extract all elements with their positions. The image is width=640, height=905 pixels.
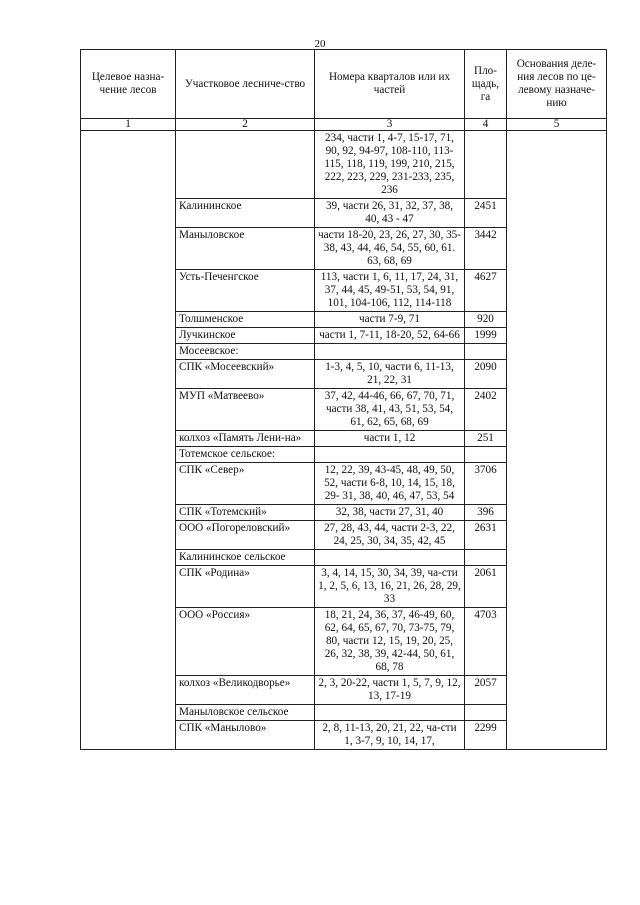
forestry-cell: СПК «Манылово» xyxy=(176,721,315,750)
column-number: 2 xyxy=(176,119,315,131)
area-cell: 2299 xyxy=(465,721,507,750)
header-forestry: Участковое лесниче-ство xyxy=(176,50,315,119)
area-cell: 2090 xyxy=(465,360,507,389)
blocks-cell xyxy=(315,705,465,721)
table-body xyxy=(81,131,607,750)
area-cell xyxy=(465,550,507,566)
column-number: 3 xyxy=(315,119,465,131)
blocks-cell: 39, части 26, 31, 32, 37, 38, 40, 43 - 47 xyxy=(315,199,465,228)
area-cell xyxy=(465,447,507,463)
header-purpose: Целевое назна-чение лесов xyxy=(81,50,176,119)
area-cell: 3442 xyxy=(465,228,507,270)
blocks-cell: 37, 42, 44-46, 66, 67, 70, 71, части 38, 41, 43, 51, 53, 54, 61, 62, 65, 68, 69 xyxy=(315,389,465,431)
forestry-cell: колхоз «Великодворье» xyxy=(176,676,315,705)
area-cell: 2061 xyxy=(465,566,507,608)
table-header-row xyxy=(81,50,607,119)
forestry-cell xyxy=(176,131,315,199)
blocks-cell: 113, части 1, 6, 11, 17, 24, 31, 37, 44, 45, 49-51, 53, 54, 91, 101, 104-106, 112, 114-118 xyxy=(315,270,465,312)
area-cell: 251 xyxy=(465,431,507,447)
area-cell xyxy=(465,344,507,360)
column-number: 1 xyxy=(81,119,176,131)
forestry-cell: СПК «Мосеевский» xyxy=(176,360,315,389)
blocks-cell: 2, 8, 11-13, 20, 21, 22, ча-сти 1, 3-7, 9, 10, 14, 17, xyxy=(315,721,465,750)
blocks-cell: части 1, 7-11, 18-20, 52, 64-66 xyxy=(315,328,465,344)
column-number: 5 xyxy=(507,119,607,131)
forestry-cell: СПК «Родина» xyxy=(176,566,315,608)
blocks-cell: 234, части 1, 4-7, 15-17, 71, 90, 92, 94-97, 108-110, 113-115, 118, 119, 199, 210, 215, 222, 223, 229, 231-233, 235, 236 xyxy=(315,131,465,199)
column-number-row xyxy=(81,119,607,131)
forestry-cell: Усть-Печенгское xyxy=(176,270,315,312)
table-row xyxy=(81,131,607,199)
forestry-cell: Толшменское xyxy=(176,312,315,328)
forestry-cell: МУП «Матвеево» xyxy=(176,389,315,431)
area-cell: 2057 xyxy=(465,676,507,705)
forestry-cell: СПК «Тотемский» xyxy=(176,505,315,521)
header-area: Пло-щадь, га xyxy=(465,50,507,119)
blocks-cell xyxy=(315,344,465,360)
forestry-cell: колхоз «Память Лени-на» xyxy=(176,431,315,447)
area-cell: 2402 xyxy=(465,389,507,431)
area-cell xyxy=(465,705,507,721)
blocks-cell: 2, 3, 20-22, части 1, 5, 7, 9, 12, 13, 17-19 xyxy=(315,676,465,705)
forest-division-table xyxy=(80,49,607,750)
forestry-cell: Маныловское сельское xyxy=(176,705,315,721)
blocks-cell: 32, 38, части 27, 31, 40 xyxy=(315,505,465,521)
blocks-cell: 1-3, 4, 5, 10, части 6, 11-13, 21, 22, 31 xyxy=(315,360,465,389)
forestry-cell: Калининское xyxy=(176,199,315,228)
page-number: 20 xyxy=(314,38,326,50)
area-cell: 1999 xyxy=(465,328,507,344)
area-cell: 920 xyxy=(465,312,507,328)
blocks-cell: части 1, 12 xyxy=(315,431,465,447)
forestry-cell: ООО «Россия» xyxy=(176,608,315,676)
blocks-cell xyxy=(315,550,465,566)
area-cell: 2451 xyxy=(465,199,507,228)
blocks-cell: 27, 28, 43, 44, части 2-3, 22, 24, 25, 30, 34, 35, 42, 45 xyxy=(315,521,465,550)
area-cell: 2631 xyxy=(465,521,507,550)
area-cell: 4627 xyxy=(465,270,507,312)
blocks-cell: 12, 22, 39, 43-45, 48, 49, 50, 52, части 6-8, 10, 14, 15, 18, 29- 31, 38, 40, 46, 47, 53, 54 xyxy=(315,463,465,505)
blocks-cell: 3, 4, 14, 15, 30, 34, 39, ча-сти 1, 2, 5, 6, 13, 16, 21, 26, 28, 29, 33 xyxy=(315,566,465,608)
area-cell xyxy=(465,131,507,199)
column-number: 4 xyxy=(465,119,507,131)
forestry-cell: Мосеевское: xyxy=(176,344,315,360)
forestry-cell: Тотемское сельское: xyxy=(176,447,315,463)
blocks-cell xyxy=(315,447,465,463)
blocks-cell: 18, 21, 24, 36, 37, 46-49, 60, 62, 64, 65, 67, 70, 73-75, 79, 80, части 12, 15, 19, 20, 25, 26, 32, 38, 39, 42-44, 50, 61, 68, 78 xyxy=(315,608,465,676)
forestry-cell: Калининское сельское xyxy=(176,550,315,566)
area-cell: 3706 xyxy=(465,463,507,505)
blocks-cell: части 7-9, 71 xyxy=(315,312,465,328)
forestry-cell: ООО «Погореловский» xyxy=(176,521,315,550)
forestry-cell: Лучкинское xyxy=(176,328,315,344)
area-cell: 4703 xyxy=(465,608,507,676)
purpose-cell xyxy=(81,131,176,750)
forestry-cell: СПК «Север» xyxy=(176,463,315,505)
area-cell: 396 xyxy=(465,505,507,521)
basis-cell xyxy=(507,131,607,750)
forestry-cell: Маныловское xyxy=(176,228,315,270)
header-basis: Основания деле-ния лесов по це-левому назначе-нию xyxy=(507,50,607,119)
header-blocks: Номера кварталов или их частей xyxy=(315,50,465,119)
blocks-cell: части 18-20, 23, 26, 27, 30, 35-38, 43, 44, 46, 54, 55, 60, 61. 63, 68, 69 xyxy=(315,228,465,270)
